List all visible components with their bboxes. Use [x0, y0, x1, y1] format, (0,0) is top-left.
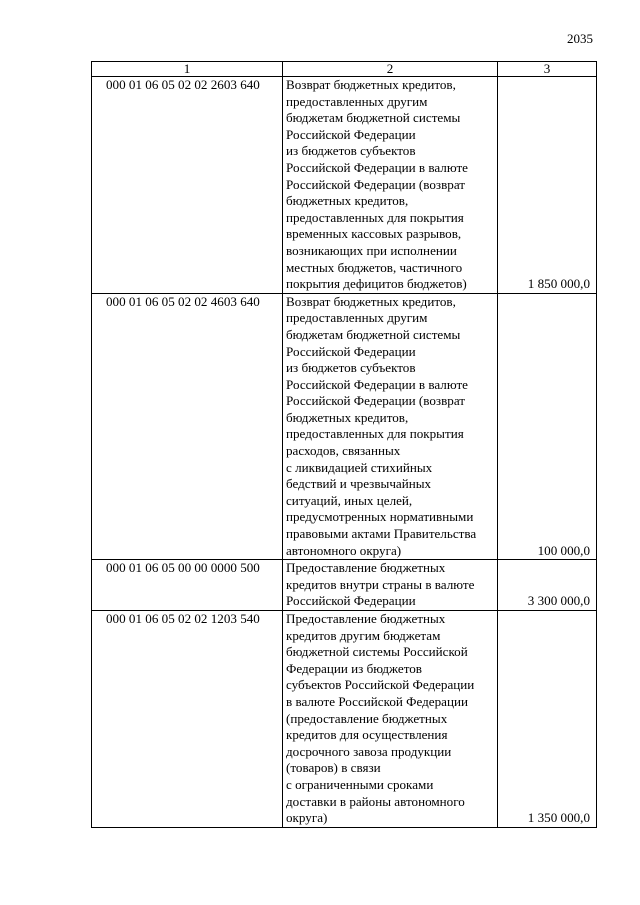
description-line: бедствий и чрезвычайных: [286, 476, 432, 492]
table-row: [92, 560, 597, 611]
budget-code-cell: 000 01 06 05 02 02 2603 640: [92, 77, 283, 294]
column-number-3: 3: [498, 62, 597, 77]
table-row: [92, 293, 597, 560]
budget-code-cell: 000 01 06 05 02 02 1203 540: [92, 611, 283, 828]
description-line: предоставленных другим: [286, 93, 428, 109]
description-line: покрытия дефицитов бюджетов): [286, 276, 467, 292]
description-line: возникающих при исполнении: [286, 242, 457, 258]
description-line: с ограниченными сроками: [286, 776, 434, 792]
amount-cell: 3 300 000,0: [498, 560, 597, 611]
description-line: в валюте Российской Федерации: [286, 693, 468, 709]
description-line: Российской Федерации: [286, 126, 416, 142]
description-line: предусмотренных нормативными: [286, 509, 474, 525]
description-line: бюджетных кредитов,: [286, 193, 409, 209]
description-line: бюджетам бюджетной системы: [286, 326, 461, 342]
amount-cell: 1 850 000,0: [498, 77, 597, 294]
column-number-row: [92, 62, 597, 77]
description-cell: [283, 293, 498, 560]
description-line: субъектов Российской Федерации: [286, 677, 475, 693]
description-line: (товаров) в связи: [286, 760, 381, 776]
description-line: Возврат бюджетных кредитов,: [286, 77, 456, 92]
description-line: Предоставление бюджетных: [286, 560, 446, 576]
description-line: Российской Федерации (возврат: [286, 393, 466, 409]
description-cell: [283, 77, 498, 294]
description-line: предоставленных для покрытия: [286, 426, 464, 442]
description-line: досрочного завоза продукции: [286, 743, 452, 759]
table-row: [92, 611, 597, 828]
description-line: расходов, связанных: [286, 443, 401, 459]
table-row: [92, 77, 597, 294]
description-line: Российской Федерации: [286, 343, 416, 359]
column-number-2: 2: [283, 62, 498, 77]
description-line: ситуаций, иных целей,: [286, 492, 413, 508]
budget-table: [91, 61, 597, 828]
description-line: бюджетной системы Российской: [286, 644, 468, 660]
description-line: кредитов другим бюджетам: [286, 627, 441, 643]
page-number: 2035: [567, 31, 593, 46]
description-line: Российской Федерации (возврат: [286, 176, 466, 192]
description-line: Предоставление бюджетных: [286, 611, 446, 626]
description-line: предоставленных другим: [286, 310, 428, 326]
description-line: кредитов для осуществления: [286, 727, 448, 743]
description-cell: [283, 611, 498, 828]
column-number-1: 1: [92, 62, 283, 77]
description-line: Возврат бюджетных кредитов,: [286, 293, 456, 309]
description-line: кредитов внутри страны в валюте: [286, 576, 475, 592]
description-line: автономного округа): [286, 542, 402, 558]
description-line: местных бюджетов, частичного: [286, 259, 463, 275]
description-line: Российской Федерации: [286, 593, 416, 609]
description-line: временных кассовых разрывов,: [286, 226, 462, 242]
description-line: из бюджетов субъектов: [286, 143, 416, 159]
budget-code-cell: 000 01 06 05 02 02 4603 640: [92, 293, 283, 560]
description-line: доставки в районы автономного: [286, 793, 465, 809]
description-line: (предоставление бюджетных: [286, 710, 448, 726]
description-line: бюджетам бюджетной системы: [286, 110, 461, 126]
description-line: бюджетных кредитов,: [286, 409, 409, 425]
description-line: предоставленных для покрытия: [286, 209, 464, 225]
description-line: округа): [286, 810, 328, 826]
description-line: Федерации из бюджетов: [286, 660, 422, 676]
description-line: Российской Федерации в валюте: [286, 376, 468, 392]
description-line: с ликвидацией стихийных: [286, 459, 433, 475]
description-cell: [283, 560, 498, 611]
budget-code-cell: 000 01 06 05 00 00 0000 500: [92, 560, 283, 611]
amount-cell: 1 350 000,0: [498, 611, 597, 828]
amount-cell: 100 000,0: [498, 293, 597, 560]
description-line: Российской Федерации в валюте: [286, 159, 468, 175]
description-line: правовыми актами Правительства: [286, 526, 477, 542]
table-body: [92, 77, 597, 828]
description-line: из бюджетов субъектов: [286, 360, 416, 376]
